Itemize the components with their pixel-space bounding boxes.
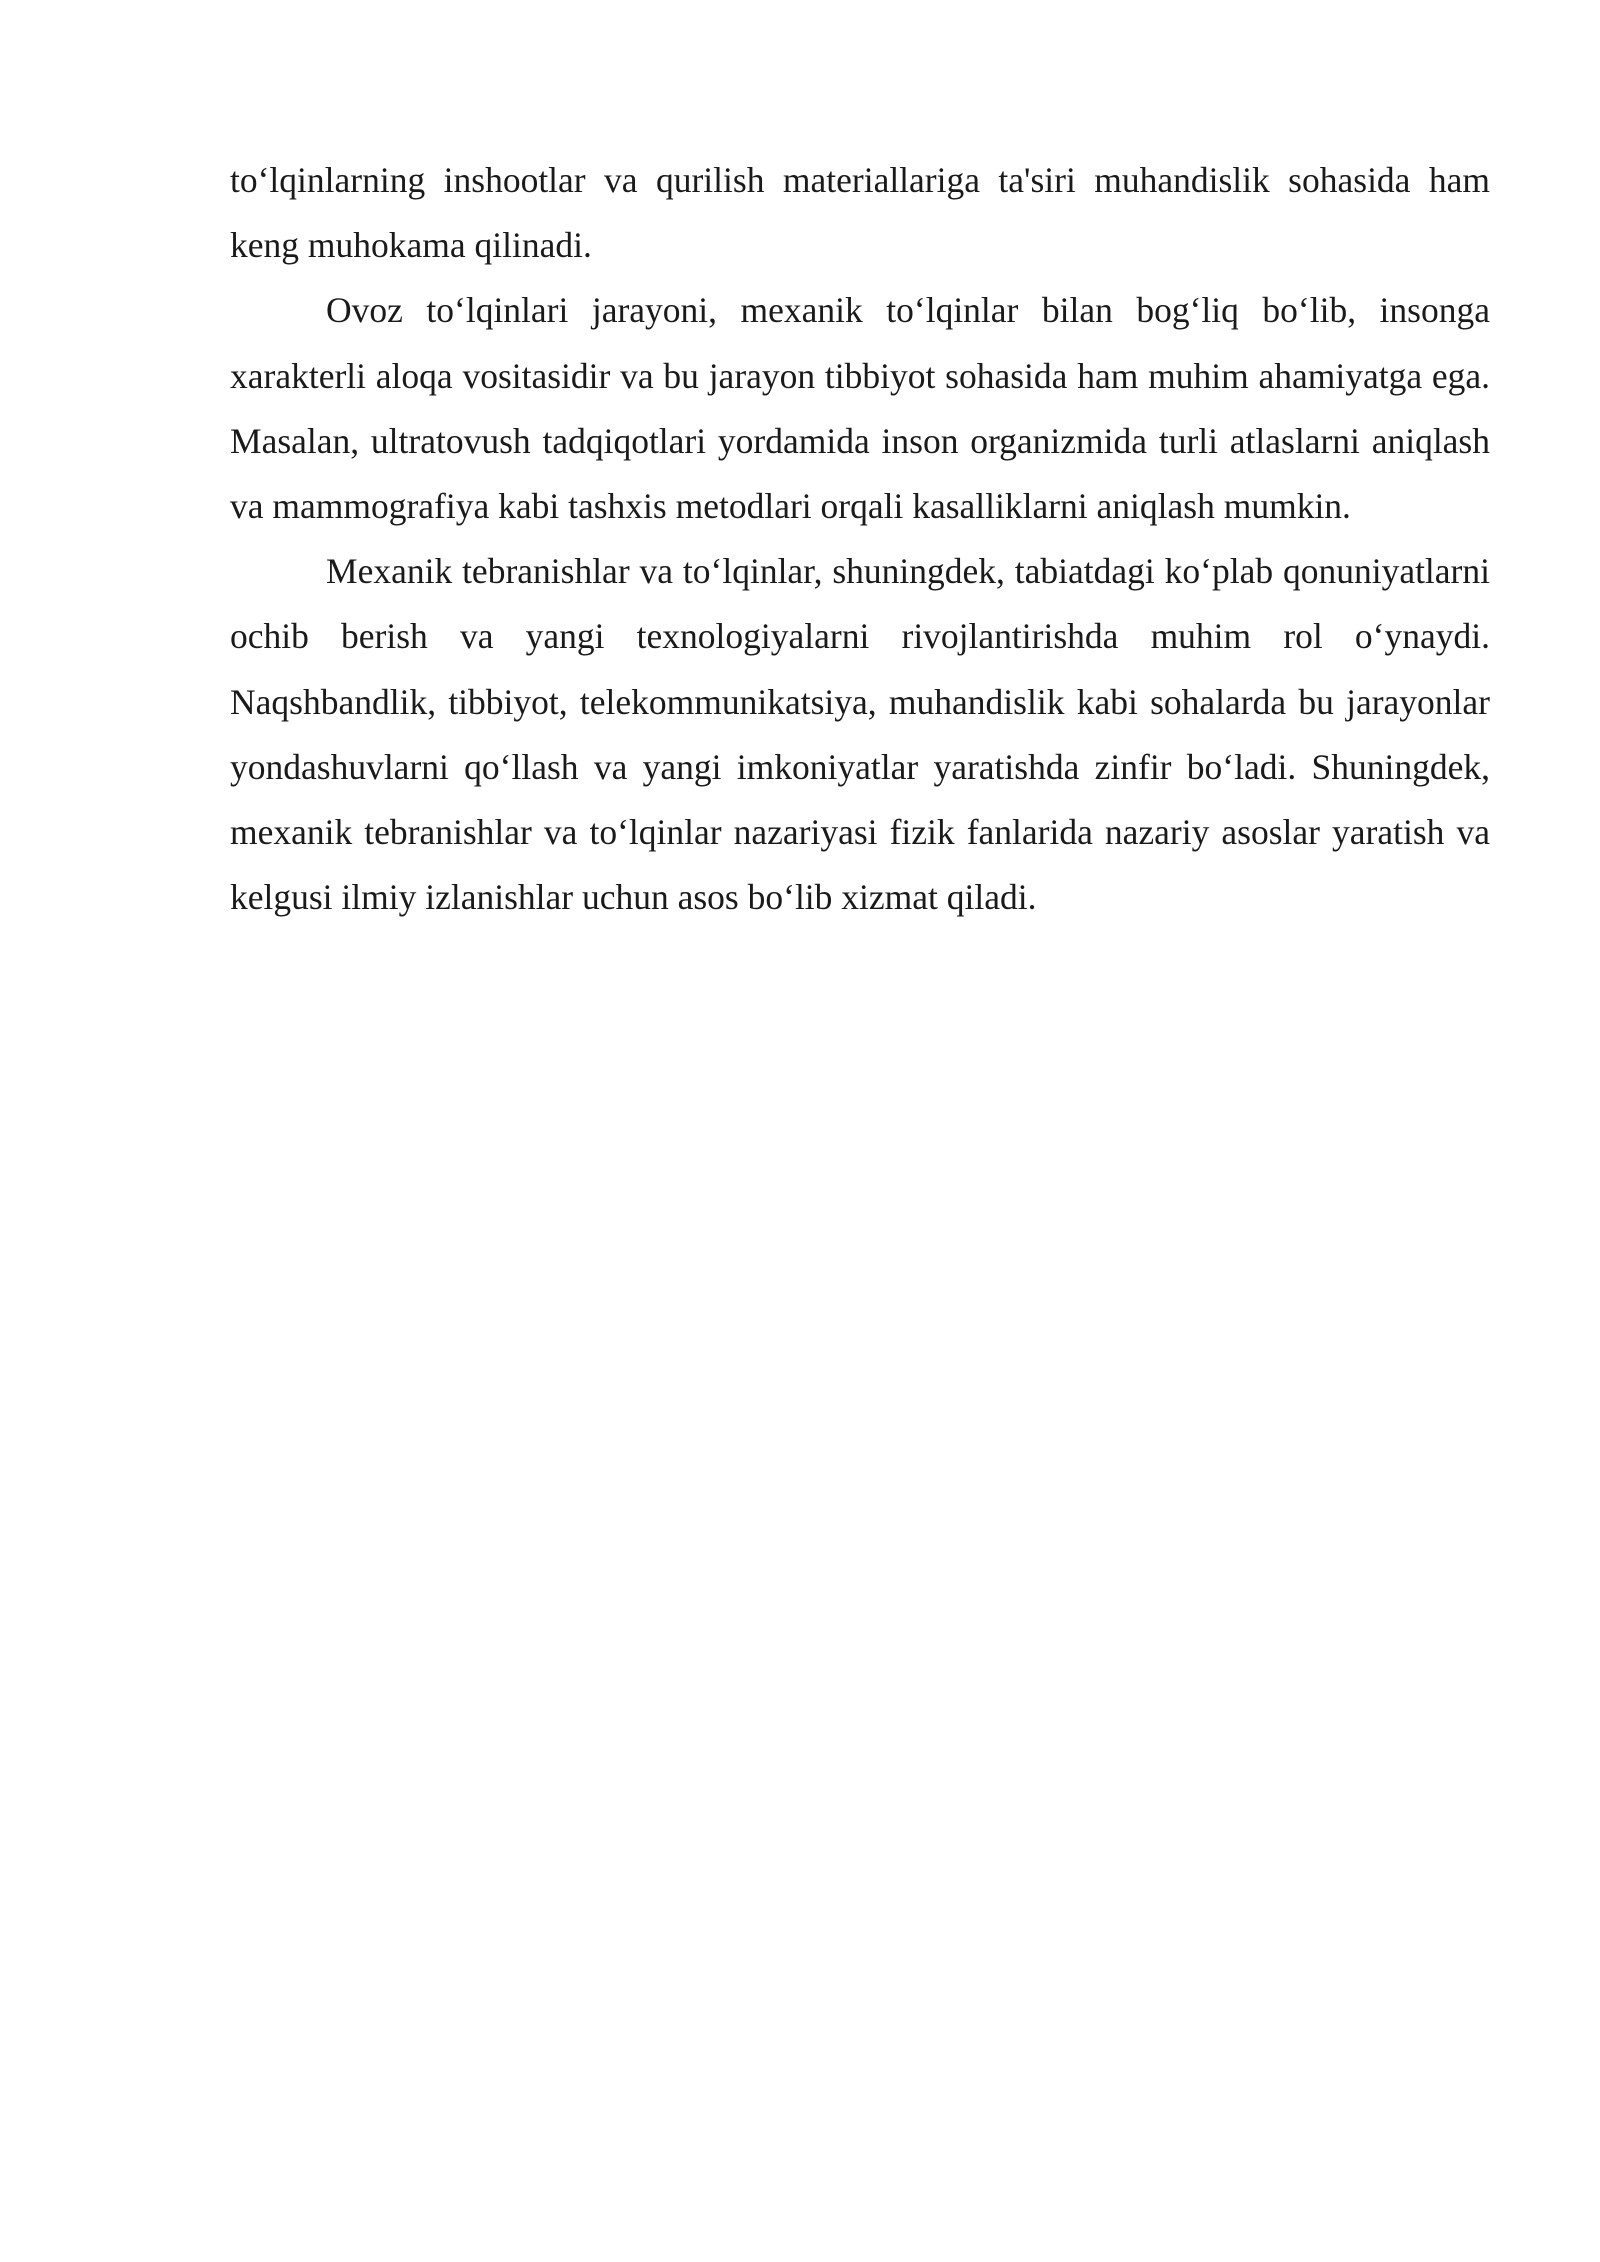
paragraph-continuation: to‘lqinlarning inshootlar va qurilish materiallariga ta'siri muhandislik sohasida ham keng muhokama qilinadi. [230, 160, 1490, 266]
paragraph-sound-waves: Ovoz to‘lqinlari jarayoni, mexanik to‘lqinlar bilan bog‘liq bo‘lib, insonga xarakterli aloqa vositasidir va bu jarayon tibbiyot sohasida ham muhim ahamiyatga ega. Masalan, ultratovush tadqiqotlari yordamida inson organizmida turli atlaslarni aniqlash va mammografiya kabi tashxis metodlari orqali kasalliklarni aniqlash mumkin. [230, 290, 1490, 527]
body-text [230, 148, 1490, 930]
paragraph-mechanical-oscillations: Mexanik tebranishlar va to‘lqinlar, shuningdek, tabiatdagi ko‘plab qonuniyatlarni ochib berish va yangi texnologiyalarni rivojlantirishda muhim rol o‘ynaydi. Naqshbandlik, tibbiyot, telekommunikatsiya, muhandislik kabi sohalarda bu jarayonlar yondashuvlarni qo‘llash va yangi imkoniyatlar yaratishda zinfir bo‘ladi. Shuningdek, mexanik tebranishlar va to‘lqinlar nazariyasi fizik fanlarida nazariy asoslar yaratish va kelgusi ilmiy izlanishlar uchun asos bo‘lib xizmat qiladi. [230, 551, 1490, 918]
